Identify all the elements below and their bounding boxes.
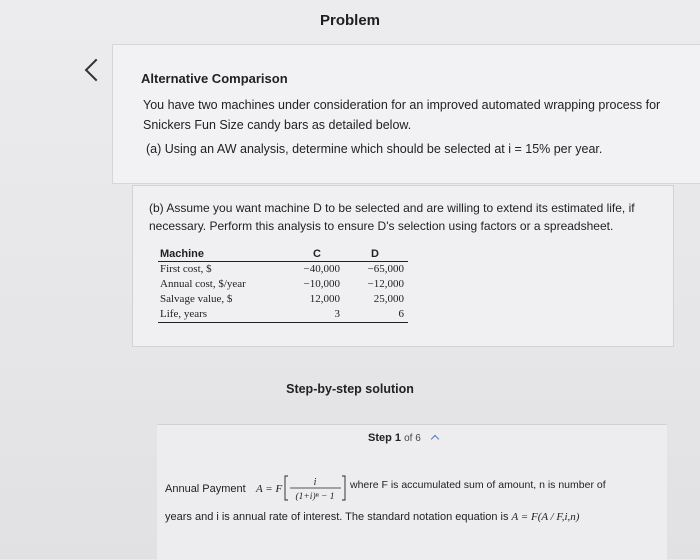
row-label: Life, years: [158, 307, 292, 323]
sinking-fund-formula: [255, 471, 350, 505]
machine-table: [158, 248, 408, 323]
table-row: [158, 292, 408, 307]
solution-heading: Step-by-step solution: [286, 382, 414, 396]
row-label: Salvage value, $: [160, 293, 233, 305]
cell-d: 6: [344, 307, 408, 323]
table-row: [158, 307, 408, 323]
where-text: where F is accumulated sum of amount, n is number of: [350, 479, 606, 491]
table-row: [158, 277, 408, 292]
col-header-d: D: [344, 248, 408, 262]
cell-c: 12,000: [309, 293, 340, 305]
cell-c: −40,000: [303, 263, 340, 275]
solution-line-2: [165, 511, 579, 523]
page-title: Problem: [319, 12, 380, 29]
line2-text: years and i is annual rate of interest. The standard notation equation is: [165, 511, 509, 523]
step-total: of 6: [404, 433, 421, 444]
cell-d: −65,000: [367, 263, 404, 275]
step-indicator[interactable]: [368, 432, 438, 444]
intro-line-2: Snickers Fun Size candy bars as detailed below.: [143, 118, 412, 132]
left-bracket: [285, 476, 288, 500]
intro-line-1: You have two machines under consideration for an improved automated wrapping process for: [143, 98, 661, 112]
part-a-text: (a) Using an AW analysis, determine which should be selected at i = 15% per year.: [146, 142, 603, 156]
formula-denominator: (1+i)ⁿ − 1: [295, 492, 335, 502]
annual-payment-label: Annual Payment: [165, 483, 246, 495]
table-header-row: [158, 248, 408, 262]
right-bracket: [342, 476, 345, 500]
part-b-line-1: (b) Assume you want machine D to be selected and are willing to extend its estimated life, if: [149, 201, 635, 215]
col-header-c: C: [292, 248, 344, 262]
chevron-up-icon[interactable]: [431, 435, 439, 443]
question-intro: [143, 95, 663, 135]
col-header-machine: Machine: [158, 248, 292, 262]
table-row: [158, 262, 408, 278]
formula-numerator: i: [313, 477, 317, 488]
step-word: Step: [368, 432, 392, 444]
question-heading: Alternative Comparison: [141, 71, 288, 86]
formula-lhs: A = F: [256, 483, 283, 495]
cell-d: −12,000: [367, 278, 404, 290]
standard-equation: A = F(A / F,i,n): [511, 511, 580, 523]
cell-d: 25,000: [373, 293, 404, 305]
part-b-line-2: necessary. Perform this analysis to ensure D's selection using factors or a spreadsheet.: [149, 219, 614, 233]
part-b-text: [149, 199, 649, 235]
cell-c: −10,000: [303, 278, 340, 290]
cell-c: 3: [292, 307, 344, 323]
step-number: 1: [394, 432, 402, 444]
row-label: Annual cost, $/year: [160, 278, 246, 290]
row-label: First cost, $: [160, 263, 212, 275]
